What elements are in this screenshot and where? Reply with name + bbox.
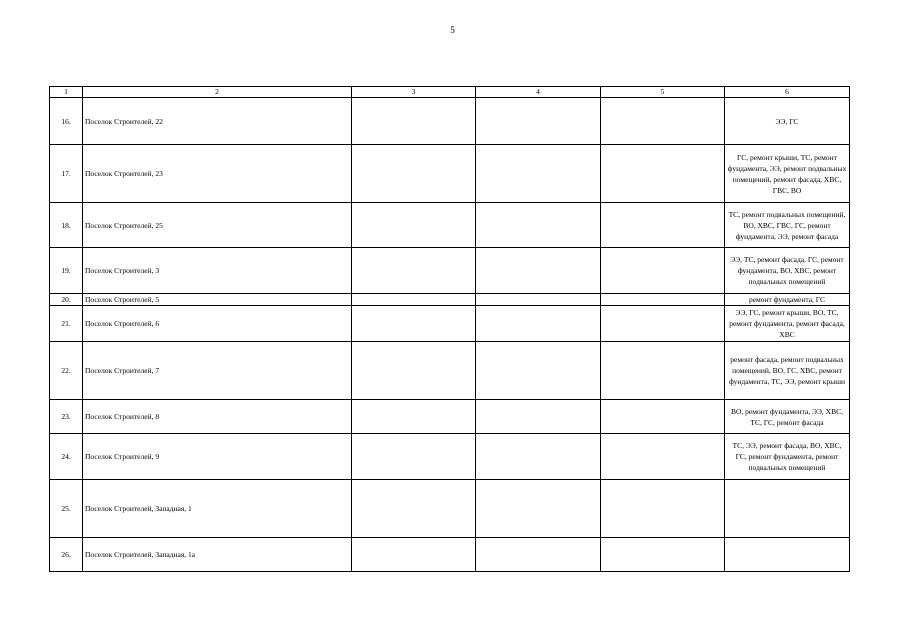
column-header: 2 xyxy=(83,87,352,98)
row-works: ГС, ремонт крыши, ТС, ремонт фундамента, ЭЭ, ремонт подвальных помещений, ремонт фасада, ХВС, ГВС, ВО xyxy=(725,145,850,203)
row-cell-4 xyxy=(476,434,601,480)
column-header: 5 xyxy=(601,87,725,98)
table-row xyxy=(50,294,850,306)
row-cell-3 xyxy=(352,145,476,203)
row-cell-5 xyxy=(601,306,725,342)
row-number: 20. xyxy=(50,294,83,306)
row-address: Поселок Строителей, 9 xyxy=(83,434,352,480)
table-row xyxy=(50,145,850,203)
row-cell-3 xyxy=(352,342,476,400)
table-row xyxy=(50,434,850,480)
row-cell-5 xyxy=(601,145,725,203)
row-works: ремонт фундамента, ГС xyxy=(725,294,850,306)
column-header: 1 xyxy=(50,87,83,98)
row-works: ЭЭ, ТС, ремонт фасада, ГС, ремонт фундамента, ВО, ХВС, ремонт подвальных помещений xyxy=(725,248,850,294)
column-header: 6 xyxy=(725,87,850,98)
row-cell-5 xyxy=(601,203,725,248)
row-cell-4 xyxy=(476,248,601,294)
table-row xyxy=(50,248,850,294)
table-header-row xyxy=(50,87,850,98)
row-number: 16. xyxy=(50,98,83,145)
column-header: 3 xyxy=(352,87,476,98)
row-number: 17. xyxy=(50,145,83,203)
row-cell-3 xyxy=(352,434,476,480)
buildings-table xyxy=(49,86,850,572)
row-cell-4 xyxy=(476,98,601,145)
row-cell-3 xyxy=(352,203,476,248)
row-works xyxy=(725,480,850,538)
row-cell-5 xyxy=(601,98,725,145)
row-cell-3 xyxy=(352,480,476,538)
row-address: Поселок Строителей, 8 xyxy=(83,400,352,434)
table-row xyxy=(50,400,850,434)
row-cell-4 xyxy=(476,342,601,400)
row-address: Поселок Строителей, Западная, 1 xyxy=(83,480,352,538)
row-address: Поселок Строителей, 22 xyxy=(83,98,352,145)
row-number: 23. xyxy=(50,400,83,434)
row-cell-4 xyxy=(476,294,601,306)
row-cell-3 xyxy=(352,98,476,145)
table-row xyxy=(50,306,850,342)
row-works: ремонт фасада, ремонт подвальных помещений, ВО, ГС, ХВС, ремонт фундамента, ТС, ЭЭ, ремонт крыши xyxy=(725,342,850,400)
row-cell-4 xyxy=(476,306,601,342)
row-cell-5 xyxy=(601,480,725,538)
column-header: 4 xyxy=(476,87,601,98)
row-address: Поселок Строителей, 25 xyxy=(83,203,352,248)
row-cell-3 xyxy=(352,306,476,342)
row-cell-4 xyxy=(476,480,601,538)
row-number: 21. xyxy=(50,306,83,342)
row-cell-3 xyxy=(352,400,476,434)
row-cell-5 xyxy=(601,294,725,306)
row-address: Поселок Строителей, 7 xyxy=(83,342,352,400)
row-works: ЭЭ, ГС, ремонт крыши, ВО, ТС, ремонт фундамента, ремонт фасада, ХВС xyxy=(725,306,850,342)
row-works: ТС, ремонт подвальных помещений, ВО, ХВС, ГВС, ГС, ремонт фундамента, ЭЭ, ремонт фасада xyxy=(725,203,850,248)
page-number: 5 xyxy=(450,25,455,35)
row-number: 18. xyxy=(50,203,83,248)
row-address: Поселок Строителей, 3 xyxy=(83,248,352,294)
table-row xyxy=(50,480,850,538)
row-cell-4 xyxy=(476,538,601,572)
row-address: Поселок Строителей, 6 xyxy=(83,306,352,342)
row-cell-3 xyxy=(352,294,476,306)
row-number: 26. xyxy=(50,538,83,572)
table-row xyxy=(50,203,850,248)
row-works xyxy=(725,538,850,572)
row-address: Поселок Строителей, 5 xyxy=(83,294,352,306)
row-number: 19. xyxy=(50,248,83,294)
row-works: ТС, ЭЭ, ремонт фасада, ВО, ХВС, ГС, ремонт фундамента, ремонт подвальных помещений xyxy=(725,434,850,480)
table-row xyxy=(50,98,850,145)
row-cell-4 xyxy=(476,145,601,203)
row-cell-4 xyxy=(476,400,601,434)
row-cell-5 xyxy=(601,342,725,400)
row-cell-3 xyxy=(352,538,476,572)
row-number: 22. xyxy=(50,342,83,400)
table-row xyxy=(50,342,850,400)
row-address: Поселок Строителей, Западная, 1а xyxy=(83,538,352,572)
row-cell-5 xyxy=(601,434,725,480)
row-number: 25. xyxy=(50,480,83,538)
row-works: ВО, ремонт фундамента, ЭЭ, ХВС, ТС, ГС, ремонт фасада xyxy=(725,400,850,434)
row-cell-5 xyxy=(601,538,725,572)
row-address: Поселок Строителей, 23 xyxy=(83,145,352,203)
row-cell-5 xyxy=(601,248,725,294)
row-cell-4 xyxy=(476,203,601,248)
row-cell-3 xyxy=(352,248,476,294)
row-cell-5 xyxy=(601,400,725,434)
row-number: 24. xyxy=(50,434,83,480)
row-works: ЭЭ, ГС xyxy=(725,98,850,145)
table-row xyxy=(50,538,850,572)
